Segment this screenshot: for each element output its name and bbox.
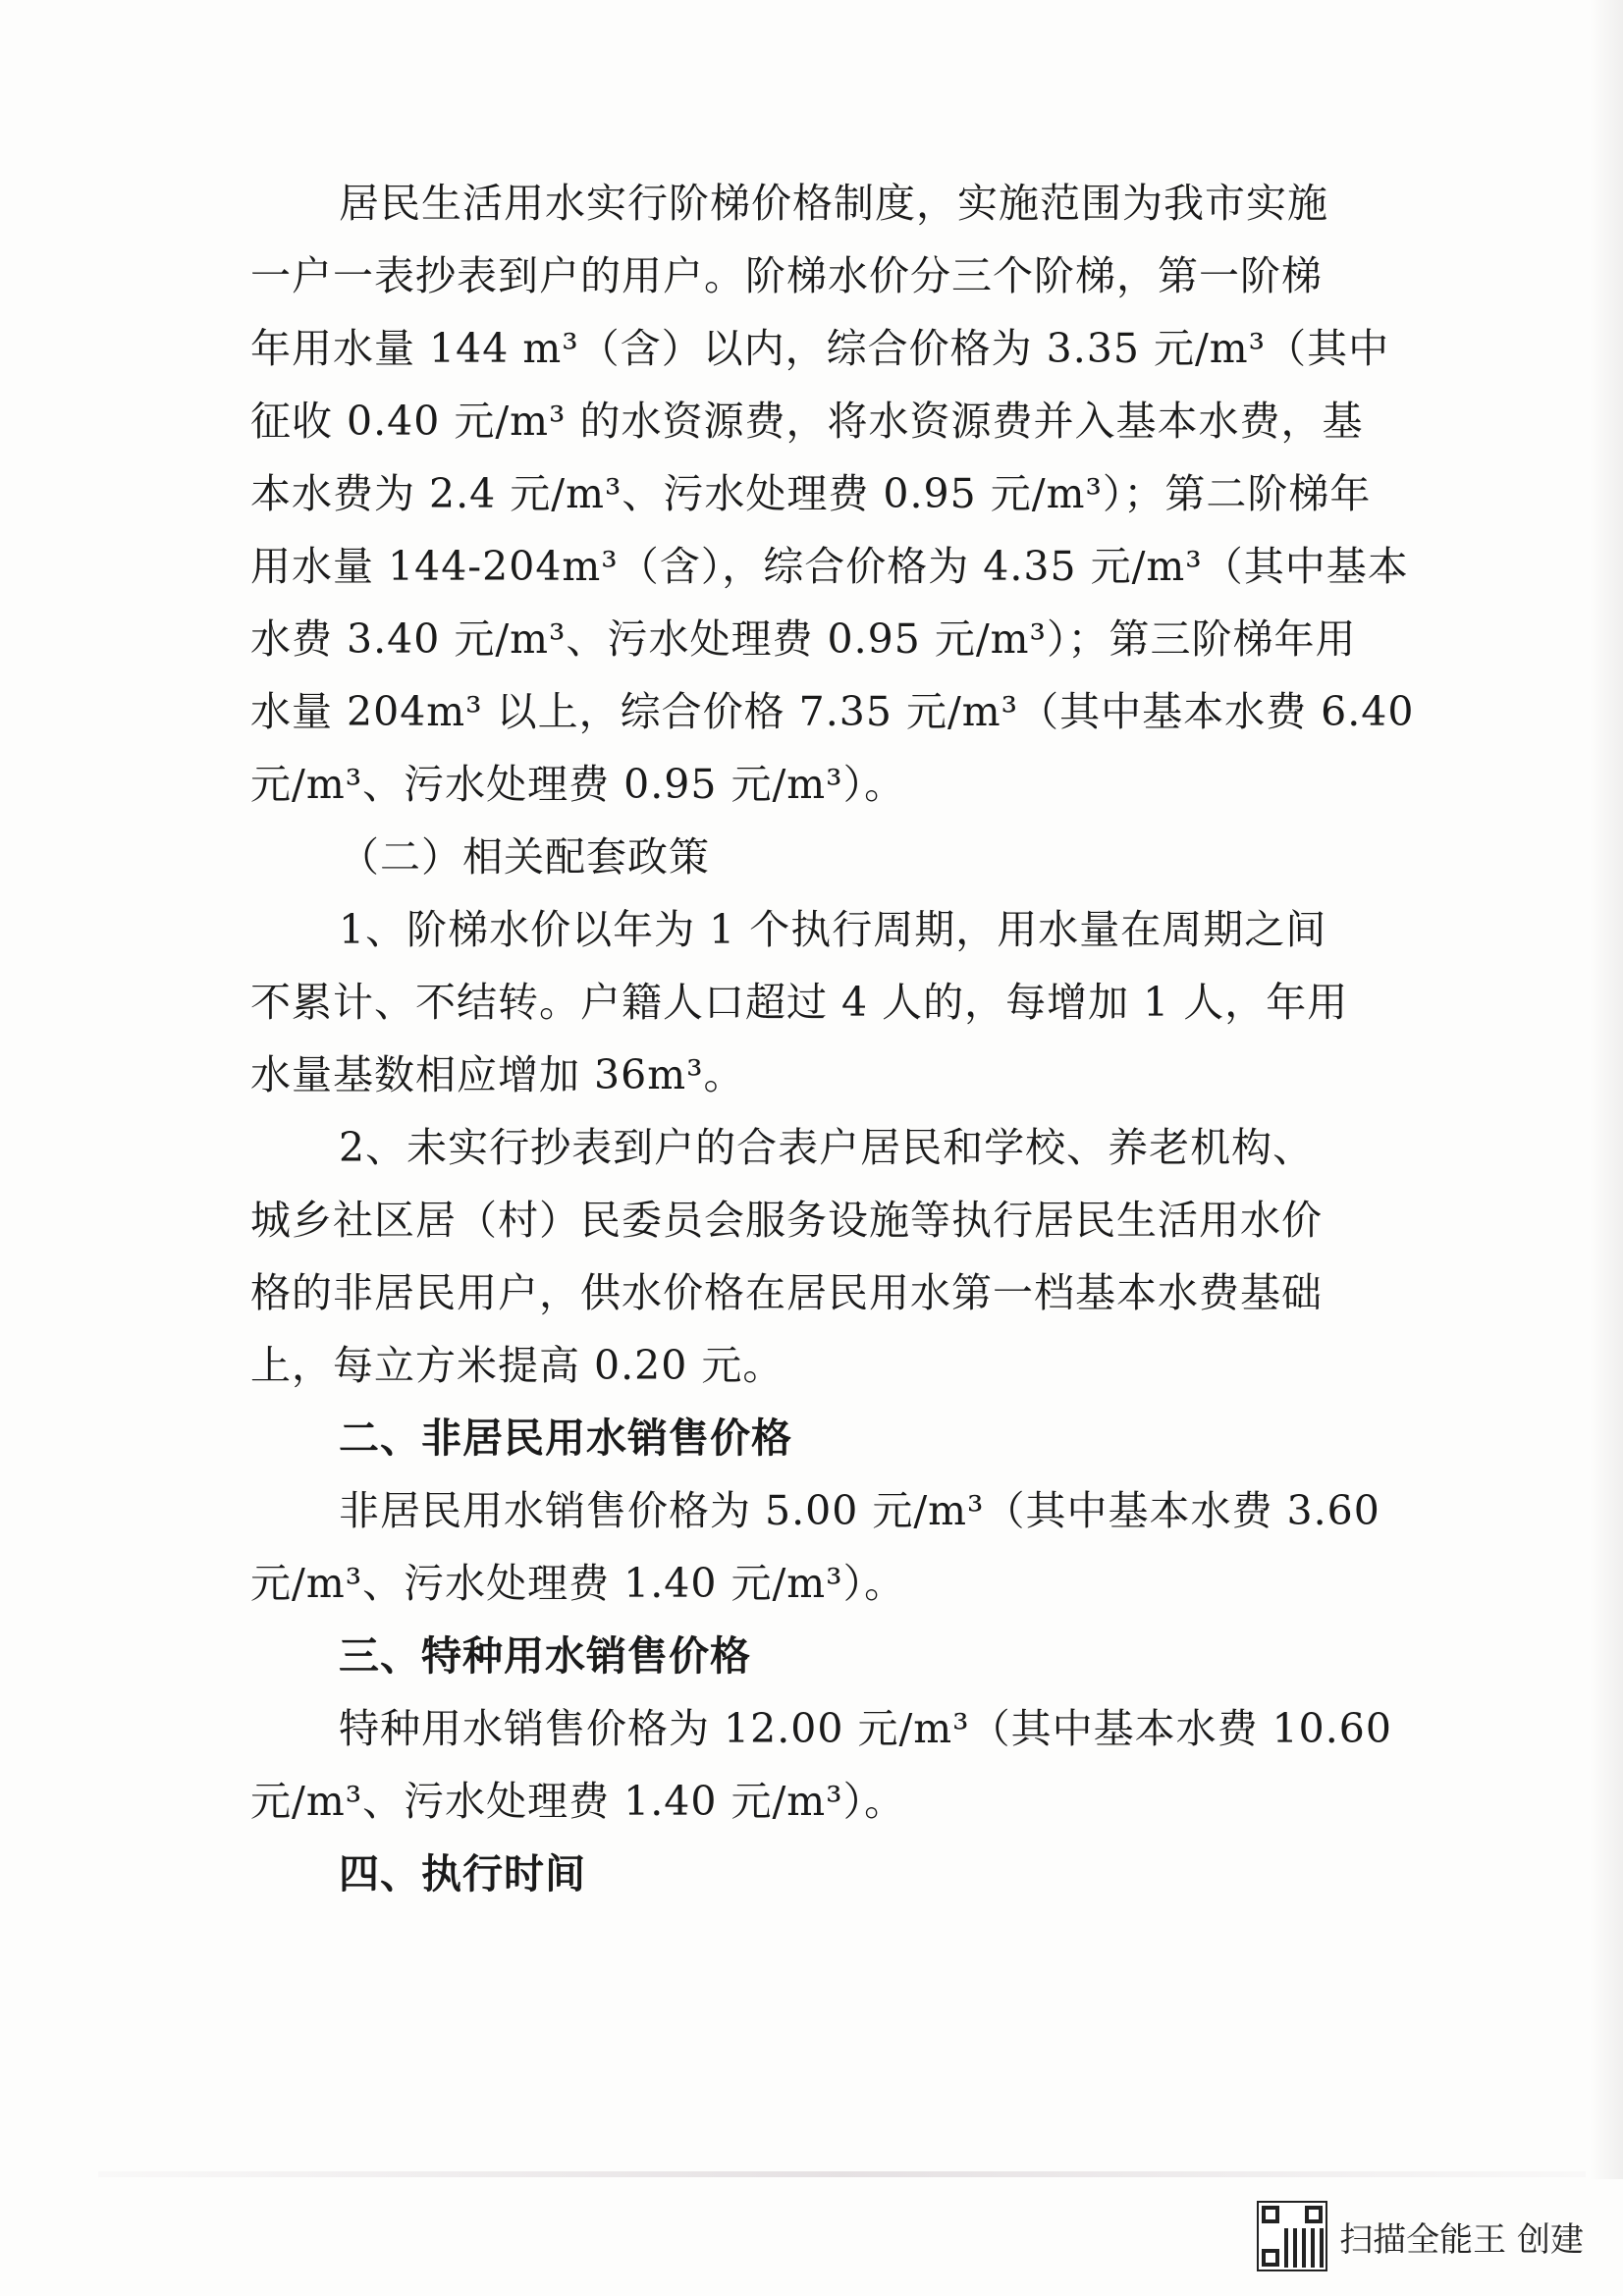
text-line: 水量基数相应增加 36m³。 [250,1051,745,1098]
text-line: 格的非居民用户，供水价格在居民用水第一档基本水费基础 [250,1269,1323,1316]
scan-edge-shadow [1590,0,1623,2179]
paragraph-non-resident [250,1474,1380,1620]
text-line: 征收 0.40 元/m³ 的水资源费，将水资源费并入基本水费，基 [250,398,1364,445]
document-body [250,167,1415,1910]
text-line: 不累计、不结转。户籍人口超过 4 人的，每增加 1 人，年用 [250,979,1349,1026]
subheading-related-policies: （二）相关配套政策 [339,833,710,881]
text-line: 元/m³、污水处理费 0.95 元/m³）。 [250,761,906,808]
text-line: 元/m³、污水处理费 1.40 元/m³）。 [250,1560,906,1607]
paragraph-tiered-pricing [250,167,1415,821]
paragraph-special [250,1692,1392,1838]
camscanner-watermark [1257,2199,1584,2273]
text-line: 元/m³、污水处理费 1.40 元/m³）。 [250,1778,906,1825]
text-line: 2、未实行抄表到户的合表户居民和学校、养老机构、 [339,1124,1315,1171]
text-line: 上，每立方米提高 0.20 元。 [250,1342,784,1389]
text-line: 非居民用水销售价格为 5.00 元/m³（其中基本水费 3.60 [339,1487,1380,1534]
watermark-text: 扫描全能王 创建 [1339,2219,1584,2260]
heading-non-resident-price: 二、非居民用水销售价格 [339,1415,792,1462]
scan-bottom-line [98,2171,1586,2177]
text-line: 年用水量 144 m³（含）以内，综合价格为 3.35 元/m³（其中 [250,325,1390,372]
heading-execution-time: 四、执行时间 [339,1850,586,1897]
text-line: 本水费为 2.4 元/m³、污水处理费 0.95 元/m³）；第二阶梯年 [250,470,1372,517]
text-line: 居民生活用水实行阶梯价格制度，实施范围为我市实施 [339,180,1328,227]
qr-code-icon [1257,2201,1327,2271]
policy-item-1 [250,893,1349,1111]
text-line: 一户一表抄表到户的用户。阶梯水价分三个阶梯，第一阶梯 [250,252,1323,299]
heading-special-price: 三、特种用水销售价格 [339,1632,751,1680]
text-line: 1、阶梯水价以年为 1 个执行周期，用水量在周期之间 [339,906,1327,953]
text-line: 特种用水销售价格为 12.00 元/m³（其中基本水费 10.60 [339,1705,1392,1752]
text-line: 城乡社区居（村）民委员会服务设施等执行居民生活用水价 [250,1197,1323,1244]
text-line: 水量 204m³ 以上，综合价格 7.35 元/m³（其中基本水费 6.40 [250,688,1415,735]
policy-item-2 [250,1111,1345,1402]
text-line: 水费 3.40 元/m³、污水处理费 0.95 元/m³）；第三阶梯年用 [250,615,1357,663]
text-line: 用水量 144-204m³（含），综合价格为 4.35 元/m³（其中基本 [250,543,1409,590]
